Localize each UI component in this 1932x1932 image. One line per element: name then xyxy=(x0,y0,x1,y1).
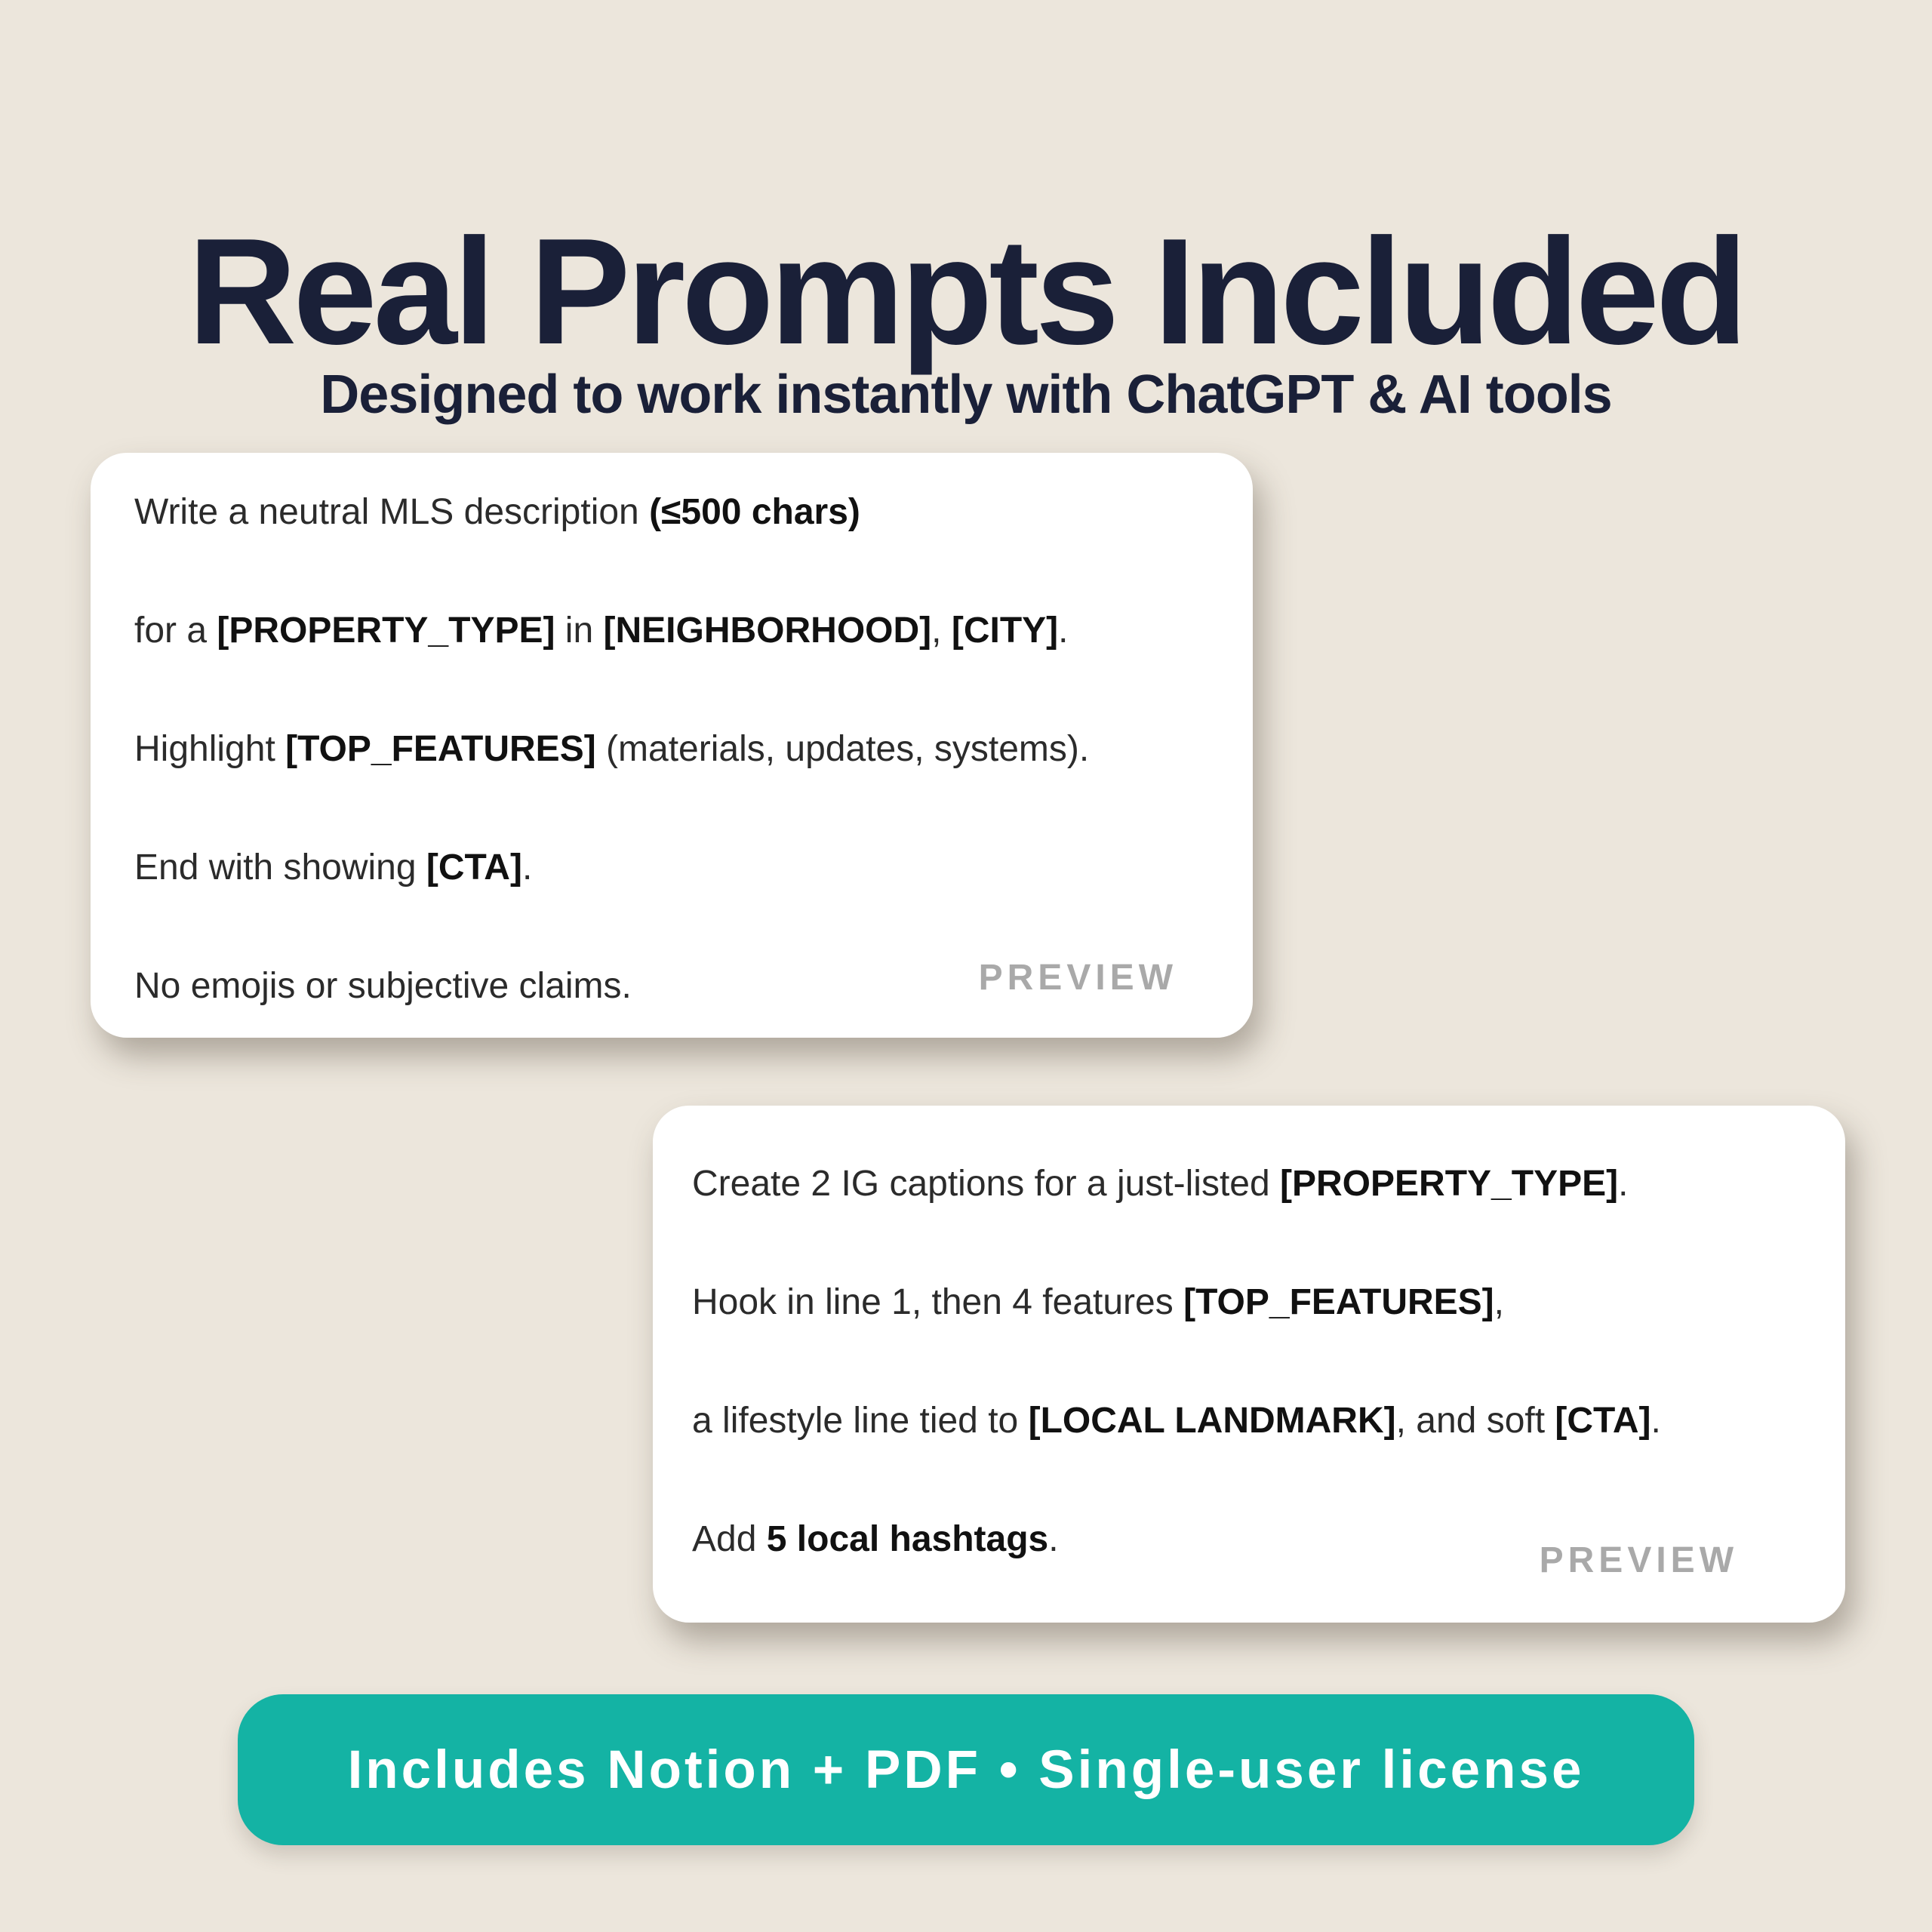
prompt-line: Write a neutral MLS description (≤500 chars) xyxy=(134,492,860,532)
page-title: Real Prompts Included xyxy=(187,208,1745,376)
prompt-line: Highlight [TOP_FEATURES] (materials, updates, systems). xyxy=(134,729,1090,769)
prompt-line: Create 2 IG captions for a just-listed [PROPERTY_TYPE]. xyxy=(692,1164,1629,1204)
prompt-line: End with showing [CTA]. xyxy=(134,848,533,888)
prompt-line: Add 5 local hashtags. xyxy=(692,1519,1059,1559)
page-subtitle: Designed to work instantly with ChatGPT & AI tools xyxy=(320,364,1612,425)
prompt-line: No emojis or subjective claims. xyxy=(134,966,632,1006)
license-badge xyxy=(238,1694,1694,1845)
prompt-line: a lifestyle line tied to [LOCAL LANDMARK], and soft [CTA]. xyxy=(692,1401,1661,1441)
prompt-line: for a [PROPERTY_TYPE] in [NEIGHBORHOOD], [CITY]. xyxy=(134,611,1069,651)
prompt-line: Hook in line 1, then 4 features [TOP_FEATURES], xyxy=(692,1282,1505,1322)
preview-watermark: PREVIEW xyxy=(1539,1540,1738,1580)
prompt-card-instagram xyxy=(653,1106,1845,1623)
preview-watermark: PREVIEW xyxy=(978,958,1177,998)
prompt-card-mls xyxy=(91,453,1253,1038)
license-badge-label: Includes Notion + PDF • Single-user license xyxy=(347,1740,1585,1800)
